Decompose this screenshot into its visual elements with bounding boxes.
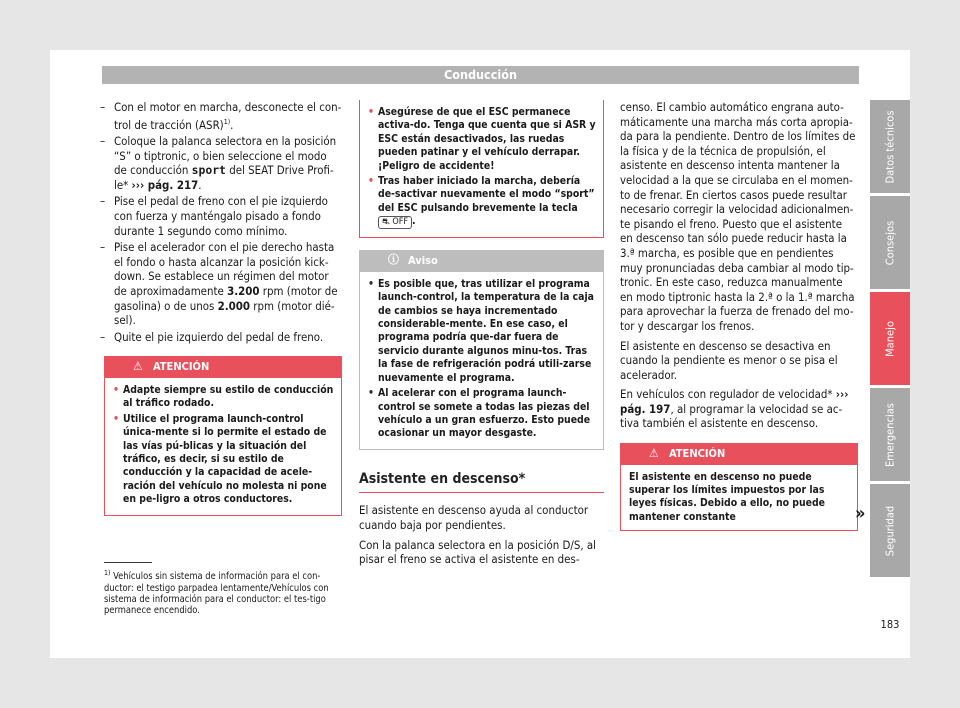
- warning-bullet: • Adapte siempre su estilo de conducción al tráfico rodado.: [113, 384, 335, 411]
- notice-bullet: • Es posible que, tras utilizar el programa launch-control, la temperatura de la caja de cambios se haya incrementado considerable-mente. En ese caso, el programa podría que-dar fuera de servicio durante algunos minu-tos. Tras la fase de refrigeración podrá utili-zarse nuevamente el programa.: [368, 278, 597, 385]
- warning-triangle-icon: ⚠: [649, 446, 659, 461]
- notice-title: Aviso: [408, 254, 438, 268]
- paragraph: El asistente en descenso se desactiva en cuando la pendiente es menor o se pisa el acelerador.: [620, 338, 838, 382]
- column-right: [620, 100, 858, 531]
- paragraph: censo. El cambio automático engrana auto-máticamente una marcha más corta apropia-da para la pendiente. Dentro de los límites de la física y de la técnica de propulsión, el asistente en descenso intenta mantener la velocidad a la que se circulaba en el momen-to de frenar. En ciertos casos puede resultar necesario corregir la velocidad adicionalmen-te pisando el freno. Puesto que el asistente en descenso tan sólo puede reducir hasta la 3.ª marcha, es posible que en pendientes muy pronunciadas deba cambiar al modo tip-tronic. En este caso, reduzca manualmente en modo tiptronic hasta la 2.ª o la 1.ª marcha para aprovechar la fuerza de frenado del mo-tor y descargar los frenos.: [620, 100, 856, 333]
- page-header: Conducción: [102, 66, 859, 84]
- tab-seguridad[interactable]: Seguridad: [870, 484, 910, 577]
- warning-triangle-icon: ⚠: [133, 359, 143, 374]
- page-ref-link[interactable]: ››› pág. 197: [620, 387, 849, 416]
- notice-bullet: • Al acelerar con el programa launch-control se somete a todas las piezas del vehículo a un gran esfuerzo. Esto puede ocasionar un mayor desgaste.: [368, 387, 597, 441]
- warning-box-continued: [359, 100, 604, 238]
- section-title: Asistente en descenso*: [359, 472, 604, 494]
- list-item: – Quite el pie izquierdo del pedal de freno.: [104, 330, 342, 345]
- warning-bullet: • Tras haber iniciado la marcha, debería de-sactivar nuevamente el modo “sport” del ESC pulsando brevemente la tecla ⛐ OFF .: [368, 175, 597, 229]
- esc-off-key-icon: ⛐ OFF: [378, 216, 412, 229]
- list-item: – Coloque la palanca selectora en la posición “S” o tiptronic, o bien seleccione el modo de conducción sport del SEAT Drive Profi-le* ››› pág. 217.: [104, 134, 342, 192]
- warning-bullet: • Utilice el programa launch-control única-mente si lo permite el estado de las vías pú-blicas y la situación del tráfico, es decir, si su estilo de conducción y la capacidad de acele-ración del vehículo no molesta ni pone en pe-ligro a otros conductores.: [113, 413, 335, 507]
- footnote: $^{1)}$ Vehículos sin sistema de información para el con-ductor: el testigo parpadea lentamente/Vehículos con sistema de información para el conductor: el tes-tigo permanece encendido.: [104, 569, 329, 617]
- page-number: 183: [880, 618, 900, 631]
- page-ref-link[interactable]: ››› pág. 217: [131, 177, 199, 192]
- notice-box: [359, 250, 604, 449]
- warning-box: [104, 356, 342, 515]
- warning-text: El asistente en descenso no puede superar los límites impuestos por las leyes físicas. Debido a ello, no puede mantener constante: [629, 470, 825, 523]
- warning-title: ATENCIÓN: [669, 447, 726, 461]
- tab-manejo[interactable]: Manejo: [870, 292, 910, 385]
- paragraph: En vehículos con regulador de velocidad* ››› pág. 197, al programar la velocidad se ac-tiva también el asistente en descenso.: [620, 387, 849, 431]
- tab-consejos[interactable]: Consejos: [870, 196, 910, 289]
- footnote-divider: [104, 562, 152, 563]
- list-item: – Pise el pedal de freno con el pie izquierdo con fuerza y manténgalo pisado a fondo durante 1 segundo como mínimo.: [104, 194, 342, 238]
- list-item: – Con el motor en marcha, desconecte el con-trol de tracción (ASR)$^{1)}$.: [104, 100, 342, 132]
- paragraph: El asistente en descenso ayuda al conductor cuando baja por pendientes.: [359, 503, 589, 532]
- warning-title: ATENCIÓN: [153, 360, 210, 374]
- continue-arrow-icon: »: [855, 503, 866, 524]
- warning-box: [620, 443, 858, 531]
- paragraph: Con la palanca selectora en la posición D/S, al pisar el freno se activa el asistente en des-: [359, 537, 596, 567]
- warning-bullet: • Asegúrese de que el ESC permanece activa-do. Tenga que cuenta que si ASR y ESC están desactivados, las ruedas pueden patinar y el vehículo derrapar. ¡Peligro de accidente!: [368, 106, 597, 173]
- tab-emergencias[interactable]: Emergencias: [870, 388, 910, 481]
- info-icon: ⓘ: [388, 253, 399, 267]
- column-left: [104, 100, 342, 516]
- tab-datos-tecnicos[interactable]: Datos técnicos: [870, 100, 910, 193]
- column-middle: [359, 100, 604, 572]
- list-item: – Pise el acelerador con el pie derecho hasta el fondo o hasta alcanzar la posición kick-down. Se establece un régimen del motor de aproximadamente 3.200 rpm (motor de gasolina) o de unos 2.000 rpm (motor dié-sel).: [104, 240, 342, 328]
